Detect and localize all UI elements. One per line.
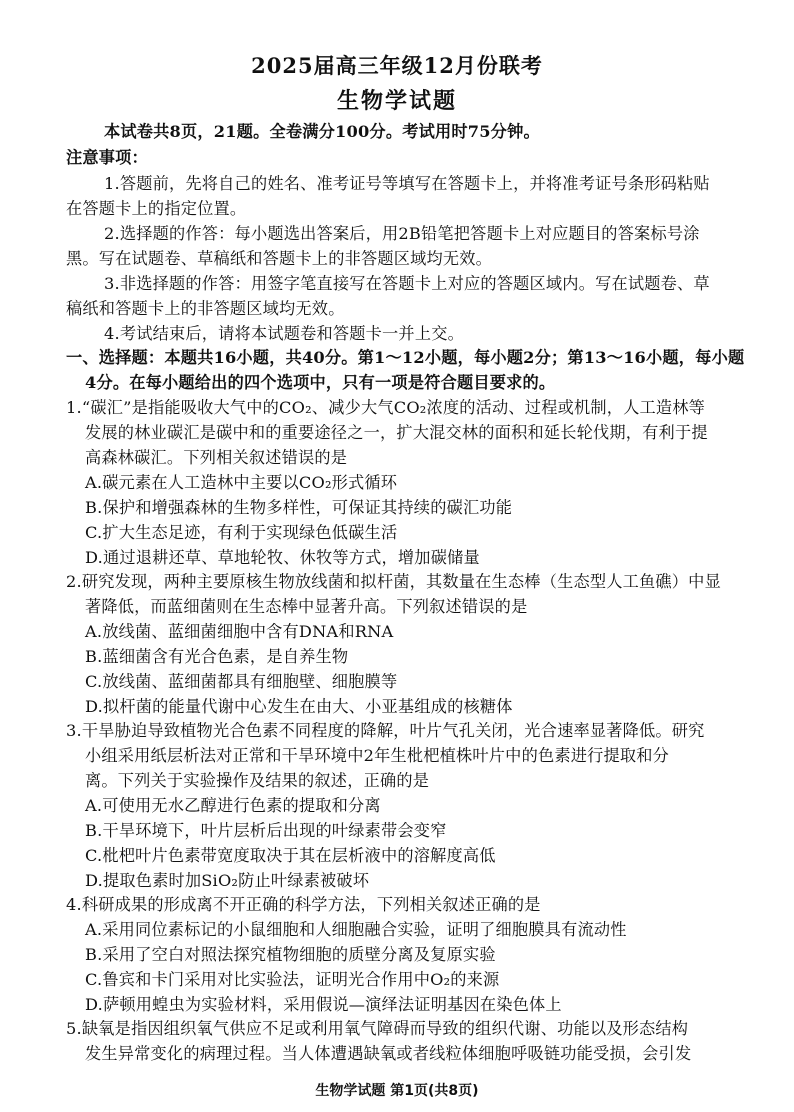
- section1-heading-line-2: 4分。在每小题给出的四个选项中，只有一项是符合题目要求的。: [85, 373, 556, 392]
- q3-option-c: C.枇杷叶片色素带宽度取决于其在层析液中的溶解度高低: [85, 846, 496, 865]
- notice-item-1-line-2: 在答题卡上的指定位置。: [66, 199, 247, 218]
- q1-stem-line-2: 发展的林业碳汇是碳中和的重要途径之一，扩大混交林的面积和延长轮伐期，有利于提: [85, 423, 708, 442]
- q3-option-b: B.干旱环境下，叶片层析后出现的叶绿素带会变窄: [85, 821, 447, 840]
- q4-option-d: D.萨顿用蝗虫为实验材料，采用假说—演绎法证明基因在染色体上: [85, 995, 562, 1014]
- q1-stem-line-1: 1.“碳汇”是指能吸收大气中的CO₂、减少大气CO₂浓度的活动、过程或机制，人工造林等: [66, 398, 706, 417]
- q1-option-b: B.保护和增强森林的生物多样性，可保证其持续的碳汇功能: [85, 498, 513, 517]
- q1-option-d: D.通过退耕还草、草地轮牧、休牧等方式，增加碳储量: [85, 548, 480, 567]
- q4-option-c: C.鲁宾和卡门采用对比实验法，证明光合作用中O₂的来源: [85, 970, 500, 989]
- q2-stem-line-2: 著降低，而蓝细菌则在生态棒中显著升高。下列叙述错误的是: [85, 597, 528, 616]
- exam-intro: 本试卷共8页，21题。全卷满分100分。考试用时75分钟。: [104, 122, 540, 141]
- q3-option-a: A.可使用无水乙醇进行色素的提取和分离: [85, 796, 381, 815]
- q5-stem-line-2: 发生异常变化的病理过程。当人体遭遇缺氧或者线粒体细胞呼吸链功能受损，会引发: [85, 1044, 692, 1063]
- notice-item-4-line-1: 4.考试结束后，请将本试题卷和答题卡一并上交。: [104, 324, 464, 343]
- q3-stem-line-2: 小组采用纸层析法对正常和干旱环境中2年生枇杷植株叶片中的色素进行提取和分: [85, 746, 670, 765]
- q3-option-d: D.提取色素时加SiO₂防止叶绿素被破坏: [85, 871, 370, 890]
- subject-title: 生物学试题: [336, 88, 457, 114]
- section1-heading-line-1: 一、选择题：本题共16小题，共40分。第1～12小题，每小题2分；第13～16小题，每小题: [66, 348, 745, 367]
- page-footer: 生物学试题 第1页(共8页): [315, 1083, 479, 1099]
- q3-stem-line-1: 3.干旱胁迫导致植物光合色素不同程度的降解，叶片气孔关闭，光合速率显著降低。研究: [66, 721, 705, 740]
- q2-stem-line-1: 2.研究发现，两种主要原核生物放线菌和拟杆菌，其数量在生态棒（生态型人工鱼礁）中显: [66, 572, 721, 591]
- q4-stem-line-1: 4.科研成果的形成离不开正确的科学方法，下列相关叙述正确的是: [66, 895, 541, 914]
- notice-item-3-line-1: 3.非选择题的作答：用签字笔直接写在答题卡上对应的答题区域内。写在试题卷、草: [104, 274, 710, 293]
- q2-option-b: B.蓝细菌含有光合色素，是自养生物: [85, 647, 349, 666]
- notice-heading: 注意事项：: [66, 148, 148, 167]
- q2-option-a: A.放线菌、蓝细菌细胞中含有DNA和RNA: [85, 622, 394, 641]
- q1-stem-line-3: 高森林碳汇。下列相关叙述错误的是: [85, 448, 348, 467]
- q1-option-a: A.碳元素在人工造林中主要以CO₂形式循环: [85, 473, 398, 492]
- exam-title: 2025届高三年级12月份联考: [251, 53, 543, 78]
- notice-item-3-line-2: 稿纸和答题卡上的非答题区域均无效。: [66, 299, 345, 318]
- notice-item-2-line-1: 2.选择题的作答：每小题选出答案后，用2B铅笔把答题卡上对应题目的答案标号涂: [104, 224, 700, 243]
- notice-item-2-line-2: 黑。写在试题卷、草稿纸和答题卡上的非答题区域均无效。: [66, 249, 493, 268]
- q2-option-d: D.拟杆菌的能量代谢中心发生在由大、小亚基组成的核糖体: [85, 697, 513, 716]
- q1-option-c: C.扩大生态足迹，有利于实现绿色低碳生活: [85, 523, 398, 542]
- notice-item-1-line-1: 1.答题前，先将自己的姓名、准考证号等填写在答题卡上，并将准考证号条形码粘贴: [104, 174, 710, 193]
- q3-stem-line-3: 离。下列关于实验操作及结果的叙述，正确的是: [85, 771, 430, 790]
- q5-stem-line-1: 5.缺氧是指因组织氧气供应不足或利用氧气障碍而导致的组织代谢、功能以及形态结构: [66, 1019, 689, 1038]
- q4-option-b: B.采用了空白对照法探究植物细胞的质壁分离及复原实验: [85, 945, 496, 964]
- q4-option-a: A.采用同位素标记的小鼠细胞和人细胞融合实验，证明了细胞膜具有流动性: [85, 920, 627, 939]
- q2-option-c: C.放线菌、蓝细菌都具有细胞壁、细胞膜等: [85, 672, 398, 691]
